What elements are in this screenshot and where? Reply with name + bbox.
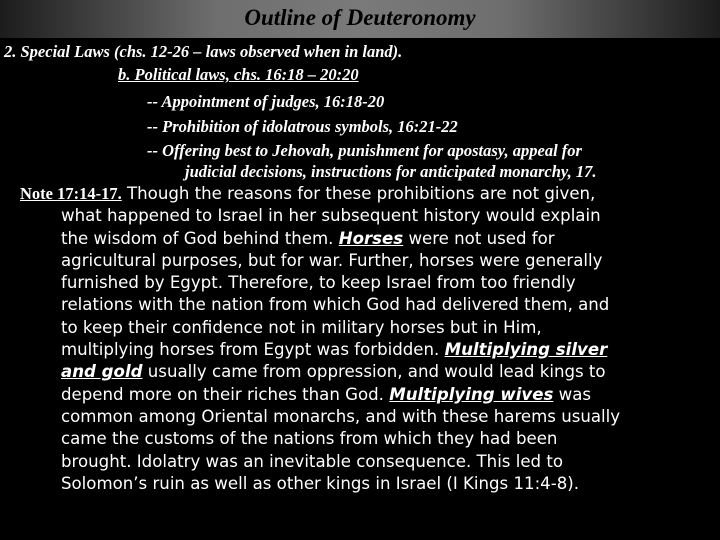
outline-section: 2. Special Laws (chs. 12-26 – laws observed when in land). [4,42,403,61]
slide-title: Outline of Deuteronomy [244,5,476,30]
note-line: furnished by Egypt. Therefore, to keep Israel from too friendly [61,273,576,293]
note-line: relations with the nation from which God had delivered them, and [61,295,610,315]
note-line: to keep their confidence not in military horses but in Him, [61,317,542,337]
note-line: agricultural purposes, but for war. Further, horses were generally [61,250,603,270]
note-line: depend more on their riches than God. [61,384,390,404]
emphasis-horses: Horses [338,228,404,248]
note-line: what happened to Israel in her subsequent history would explain [61,206,601,226]
note-label [20,184,122,203]
outline-item-judges: -- Appointment of judges, 16:18-20 [147,92,385,111]
outline-item-offering [147,140,717,182]
note-line-1: Though the reasons for these prohibitions are not given, [121,184,596,203]
note-paragraph [20,183,718,495]
note-line: multiplying horses from Egypt was forbidden. [61,340,445,360]
note-line: Solomon’s ruin as well as other kings in Israel (I Kings 11:4-8). [61,473,580,493]
note-line: brought. Idolatry was an inevitable consequence. This led to [61,451,564,471]
note-line: was [553,384,592,404]
note-line: common among Oriental monarchs, and with these harems usually [61,406,621,426]
emphasis-multiplying-silver: Multiplying silver [444,340,608,360]
outline-subsection: b. Political laws, chs. 16:18 – 20:20 [118,65,359,84]
note-line: came the customs of the nations from which they had been [61,429,558,449]
outline-item-offering-line2: judicial decisions, instructions for anticipated monarchy, 17. [185,162,597,181]
emphasis-multiplying-wives: Multiplying wives [389,384,554,404]
note-body [20,205,718,495]
note-line: the wisdom of God behind them. [61,228,339,248]
outline-item-offering-line1: -- Offering best to Jehovah, punishment for apostasy, appeal for [147,141,582,160]
note-line: usually came from oppression, and would lead kings to [142,362,606,382]
emphasis-and-gold: and gold [61,362,143,382]
note-line: were not used for [403,228,555,248]
note-reference: 17:14-17. [57,184,122,203]
note-label-prefix: Note [20,184,58,203]
outline-item-idolatrous-symbols: -- Prohibition of idolatrous symbols, 16:21-22 [147,117,458,136]
